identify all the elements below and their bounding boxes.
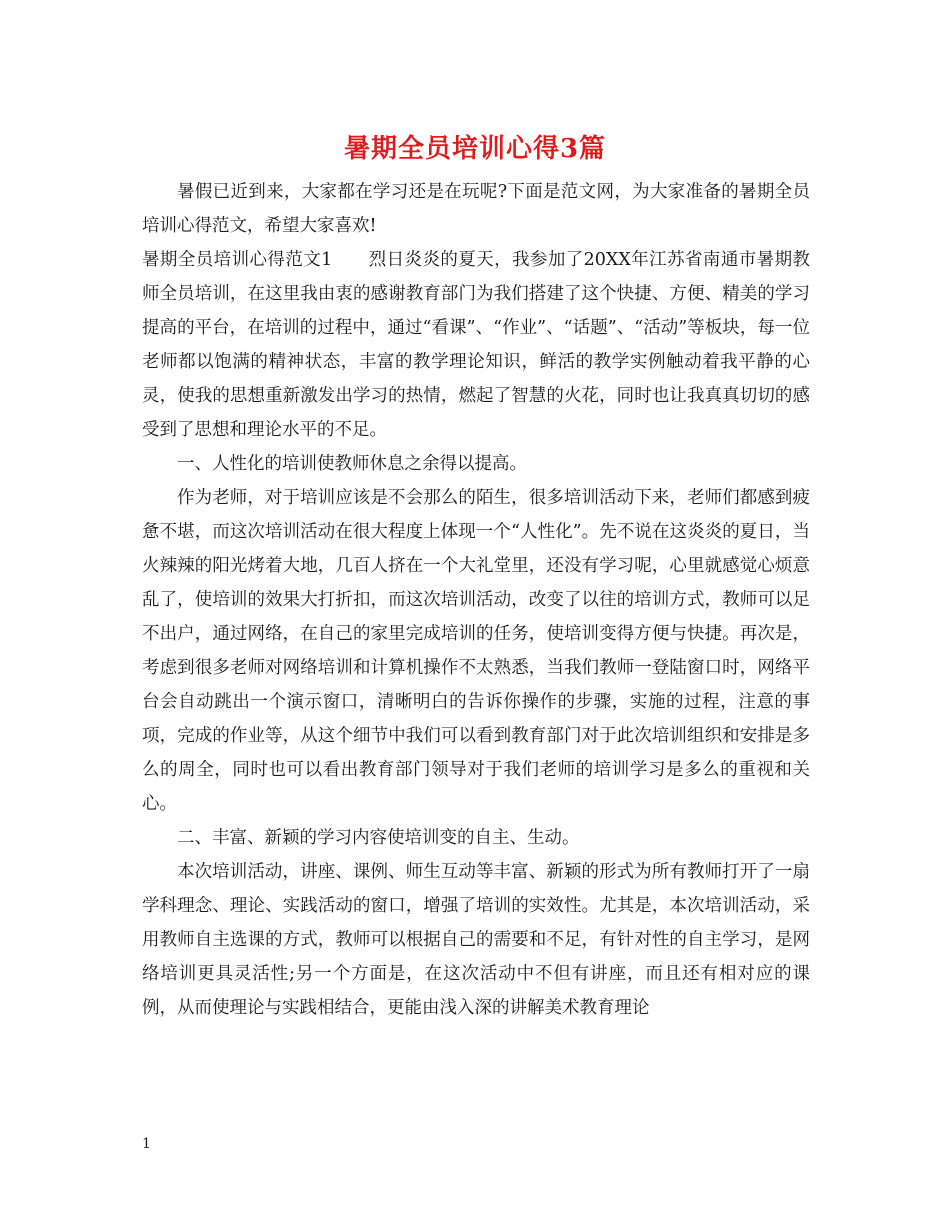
- section-text: 烈日炎炎的夏天，我参加了20XX年江苏省南通市暑期教师全员培训，在这里我由衷的感谢教育部门为我们搭建了这个快捷、方便、精美的学习提高的平台，在培训的过程中，通过“看课”、“作业”、“话题”、“活动”等板块，每一位老师都以饱满的精神状态，丰富的教学理论知识，鲜活的教学实例触动着我平静的心灵，使我的思想重新激发出学习的热情，燃起了智慧的火花，同时也让我真真切切的感受到了思想和理论水平的不足。: [142, 250, 810, 440]
- section-label: 暑期全员培训心得范文1: [142, 250, 333, 270]
- heading-one: 一、人性化的培训使教师休息之余得以提高。: [177, 454, 527, 474]
- section-paragraph: [142, 243, 810, 447]
- document-body: [142, 175, 810, 1025]
- paragraph-two: 本次培训活动，讲座、课例、师生互动等丰富、新颖的形式为所有教师打开了一扇学科理念、理论、实践活动的窗口，增强了培训的实效性。尤其是，本次培训活动，采用教师自主选课的方式，教师可以根据自己的需要和不足，有针对性的自主学习，是网络培训更具灵活性;另一个方面是，在这次活动中不但有讲座，而且还有相对应的课例，从而使理论与实践相结合，更能由浅入深的讲解美术教育理论: [142, 862, 810, 1018]
- intro-paragraph: 暑假已近到来，大家都在学习还是在玩呢?下面是范文网，为大家准备的暑期全员培训心得范文，希望大家喜欢!: [142, 182, 810, 236]
- page-number: 1: [142, 1136, 151, 1152]
- paragraph-one: 作为老师，对于培训应该是不会那么的陌生，很多培训活动下来，老师们都感到疲惫不堪，而这次培训活动在很大程度上体现一个“人性化”。先不说在这炎炎的夏日，当火辣辣的阳光烤着大地，几百人挤在一个大礼堂里，还没有学习呢，心里就感觉心烦意乱了，使培训的效果大打折扣，而这次培训活动，改变了以往的培训方式，教师可以足不出户，通过网络，在自己的家里完成培训的任务，使培训变得方便与快捷。再次是，考虑到很多老师对网络培训和计算机操作不太熟悉，当我们教师一登陆窗口时，网络平台会自动跳出一个演示窗口，清晰明白的告诉你操作的步骤，实施的过程，注意的事项，完成的作业等，从这个细节中我们可以看到教育部门对于此次培训组织和安排是多么的周全，同时也可以看出教育部门领导对于我们老师的培训学习是多么的重视和关心。: [142, 488, 810, 814]
- document-title: 暑期全员培训心得3篇: [343, 134, 607, 164]
- heading-two: 二、丰富、新颖的学习内容使培训变的自主、生动。: [177, 828, 580, 848]
